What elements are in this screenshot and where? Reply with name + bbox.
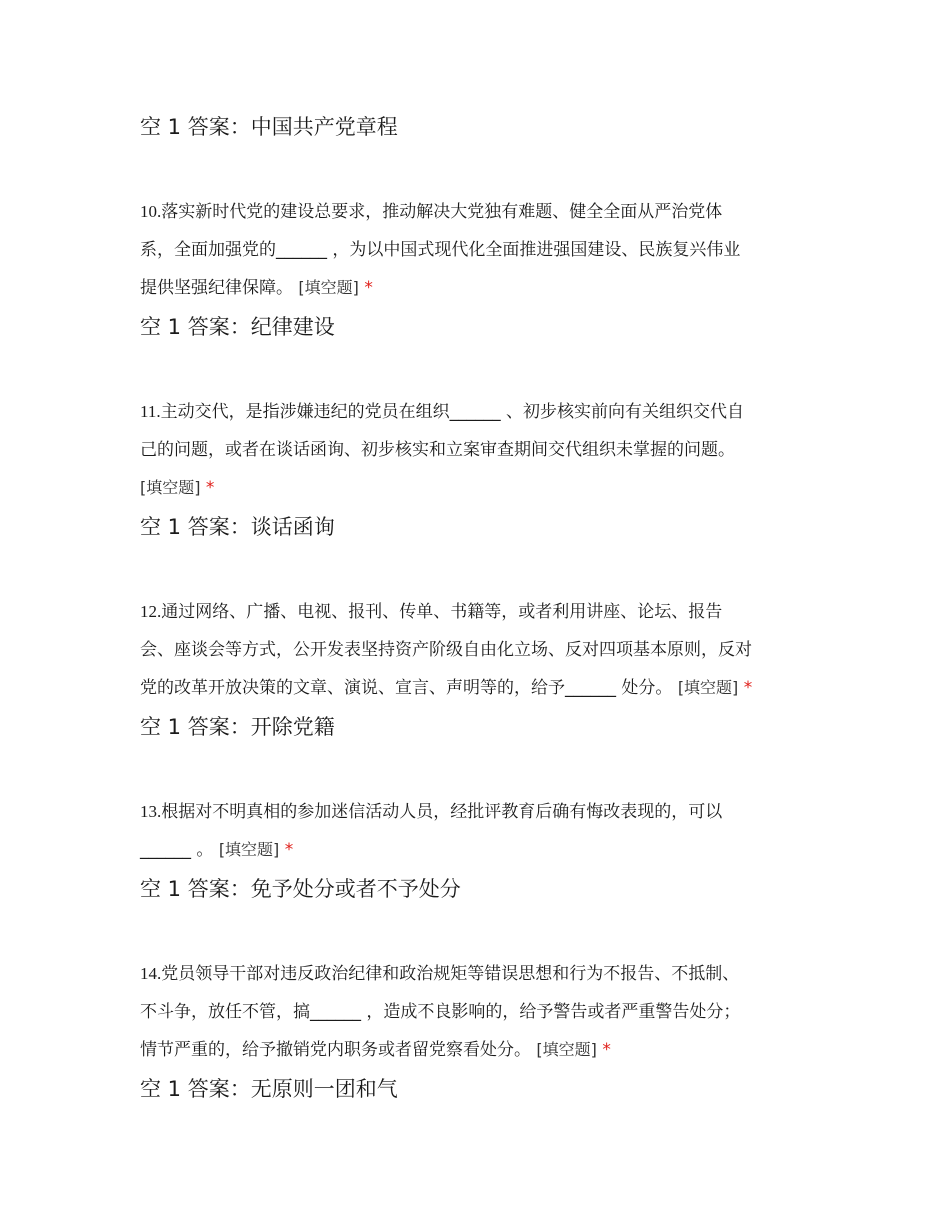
question-text: 党的改革开放决策的文章、演说、宣言、声明等的，给予______ 处分。 [140,678,673,698]
answer-block [140,874,461,904]
question-text: 情节严重的，给予撤销党内职务或者留党察看处分。 [140,1040,531,1060]
question-number: 10. [140,202,162,221]
required-mark: * [284,840,294,860]
answer-block [140,512,335,542]
question-10 [140,193,820,307]
question-line [140,231,820,269]
question-text: 通过网络、广播、电视、报刊、传单、书籍等，或者利用讲座、论坛、报告 [161,602,723,622]
answer-block [140,712,335,742]
question-text: 不斗争，放任不管，搞______ ，造成不良影响的，给予警告或者严重警告处分； [140,1002,741,1022]
answer-label: 空 1 答案： [140,715,251,739]
answer-label: 空 1 答案： [140,877,251,901]
question-number: 14. [140,964,162,983]
question-13 [140,793,820,869]
question-line [140,193,820,231]
question-14 [140,955,820,1069]
question-text: 会、座谈会等方式，公开发表坚持资产阶级自由化立场、反对四项基本原则，反对 [140,640,752,660]
answer-label: 空 1 答案： [140,1077,251,1101]
question-text: 主动交代，是指涉嫌违纪的党员在组织______ 、初步核实前向有关组织交代自 [160,402,745,422]
answer-value: 免予处分或者不予处分 [250,877,461,901]
question-line [140,431,820,469]
question-line [140,831,820,869]
answer-label: 空 1 答案： [140,315,251,339]
question-line [140,593,820,631]
question-text: 己的问题，或者在谈话函询、初步核实和立案审查期间交代组织未掌握的问题。 [140,440,735,460]
question-number: 13. [140,802,162,821]
question-text: 党员领导干部对违反政治纪律和政治规矩等错误思想和行为不报告、不抵制、 [161,964,740,984]
answer-block [140,112,398,142]
question-text: 系，全面加强党的______ ，为以中国式现代化全面推进强国建设、民族复兴伟业 [140,240,741,260]
question-text: 根据对不明真相的参加迷信活动人员，经批评教育后确有悔改表现的，可以 [161,802,723,822]
question-line [140,793,820,831]
question-number: 11. [140,402,161,421]
required-mark: * [743,678,753,698]
question-type-tag: [填空题] [140,478,201,497]
question-line [140,393,820,431]
question-line [140,1031,820,1069]
question-text: ______ 。 [140,840,214,860]
question-line [140,993,820,1031]
question-12 [140,593,820,707]
question-11 [140,393,820,507]
required-mark: * [364,278,373,298]
question-type-tag: [填空题] [677,678,739,697]
answer-value: 无原则一团和气 [250,1077,398,1101]
required-mark: * [602,1040,611,1060]
answer-block [140,1074,398,1104]
question-line [140,955,820,993]
question-type-tag: [填空题] [298,278,359,297]
answer-label: 空 1 答案： [140,115,251,139]
answer-value: 中国共产党章程 [250,115,398,139]
answer-value: 开除党籍 [250,715,335,739]
question-text: 提供坚强纪律保障。 [140,278,293,298]
question-line [140,669,820,707]
question-type-tag: [填空题] [218,840,280,859]
answer-label: 空 1 答案： [140,515,251,539]
answer-value: 谈话函询 [250,515,335,539]
question-line [140,269,820,307]
required-mark: * [205,478,215,498]
question-text: 落实新时代党的建设总要求，推动解决大党独有难题、健全全面从严治党体 [161,202,723,222]
question-type-tag: [填空题] [536,1040,597,1059]
answer-block [140,312,335,342]
question-line [140,469,820,507]
question-line [140,631,820,669]
question-number: 12. [140,602,162,621]
answer-value: 纪律建设 [250,315,335,339]
